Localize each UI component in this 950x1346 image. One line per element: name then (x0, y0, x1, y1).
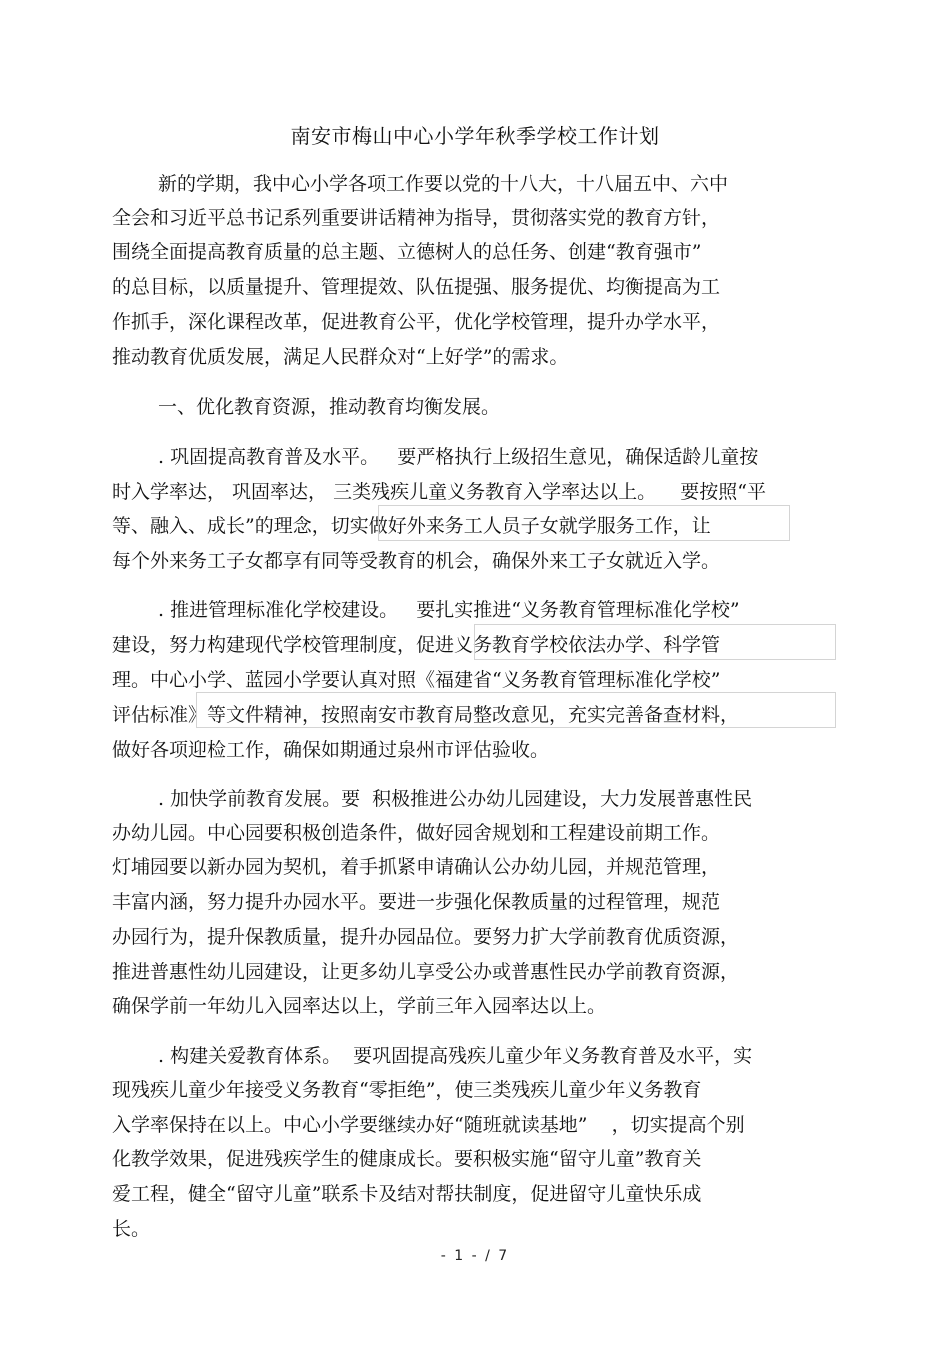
text-line: 新的学期，我中心小学各项工作要以党的十八大，十八届五中、六中 (158, 173, 729, 195)
text-line: . 巩固提高教育普及水平。 要严格执行上级招生意见，确保适龄儿童按 (158, 446, 759, 468)
document-title: 南安市梅山中心小学年秋季学校工作计划 (290, 124, 660, 148)
text-line: 的总目标，以质量提升、管理提效、队伍提强、服务提优、均衡提高为工 (112, 276, 721, 298)
text-line: 做好各项迎检工作，确保如期通过泉州市评估验收。 (112, 739, 550, 761)
text-line: 推进普惠性幼儿园建设，让更多幼儿享受公办或普惠性民办学前教育资源， (112, 961, 740, 983)
text-line: . 推进管理标准化学校建设。 要扎实推进“义务教育管理标准化学校” (158, 599, 740, 621)
text-line: 全会和习近平总书记系列重要讲话精神为指导，贯彻落实党的教育方针， (112, 207, 721, 229)
text-line: 爱工程，健全“留守儿童”联系卡及结对帮扶制度，促进留守儿童快乐成 (112, 1183, 702, 1205)
text-line: 时入学率达， 巩固率达， 三类残疾儿童义务教育入学率达以上。 要按照“平 (112, 481, 766, 503)
text-line: 围绕全面提高教育质量的总主题、立德树人的总任务、创建“教育强市” (112, 241, 702, 263)
text-line: 长。 (112, 1218, 151, 1240)
page-number: - 1 - / 7 (440, 1248, 510, 1264)
text-line: 建设，努力构建现代学校管理制度，促进义务教育学校依法办学、科学管 (112, 634, 721, 656)
section-heading: 一、优化教育资源，推动教育均衡发展。 (158, 396, 501, 418)
text-line: 推动教育优质发展，满足人民群众对“上好学”的需求。 (112, 346, 569, 368)
text-line: 每个外来务工子女都享有同等受教育的机会，确保外来工子女就近入学。 (112, 550, 721, 572)
text-line: 灯埔园要以新办园为契机，着手抓紧申请确认公办幼儿园，并规范管理， (112, 856, 721, 878)
text-line: 丰富内涵，努力提升办园水平。要进一步强化保教质量的过程管理，规范 (112, 891, 721, 913)
text-line: 等、融入、成长”的理念，切实做好外来务工人员子女就学服务工作，让 (112, 515, 711, 537)
text-line: 化教学效果，促进残疾学生的健康成长。要积极实施“留守儿童”教育关 (112, 1148, 702, 1170)
text-line: 评估标准》等文件精神，按照南安市教育局整改意见，充实完善备查材料， (112, 704, 740, 726)
text-line: 作抓手，深化课程改革，促进教育公平，优化学校管理，提升办学水平， (112, 311, 721, 333)
text-line: 确保学前一年幼儿入园率达以上，学前三年入园率达以上。 (112, 995, 607, 1017)
text-line: 现残疾儿童少年接受义务教育“零拒绝”，使三类残疾儿童少年义务教育 (112, 1079, 702, 1101)
text-line: 办幼儿园。中心园要积极创造条件，做好园舍规划和工程建设前期工作。 (112, 822, 721, 844)
text-line: . 加快学前教育发展。要 积极推进公办幼儿园建设，大力发展普惠性民 (158, 788, 753, 810)
text-line: 办园行为，提升保教质量，提升办园品位。要努力扩大学前教育优质资源， (112, 926, 740, 948)
text-line: . 构建关爱教育体系。 要巩固提高残疾儿童少年义务教育普及水平，实 (158, 1045, 753, 1067)
text-line: 理。中心小学、蓝园小学要认真对照《福建省“义务教育管理标准化学校” (112, 669, 721, 691)
text-line: 入学率保持在以上。中心小学要继续办好“随班就读基地” ，切实提高个别 (112, 1114, 745, 1136)
